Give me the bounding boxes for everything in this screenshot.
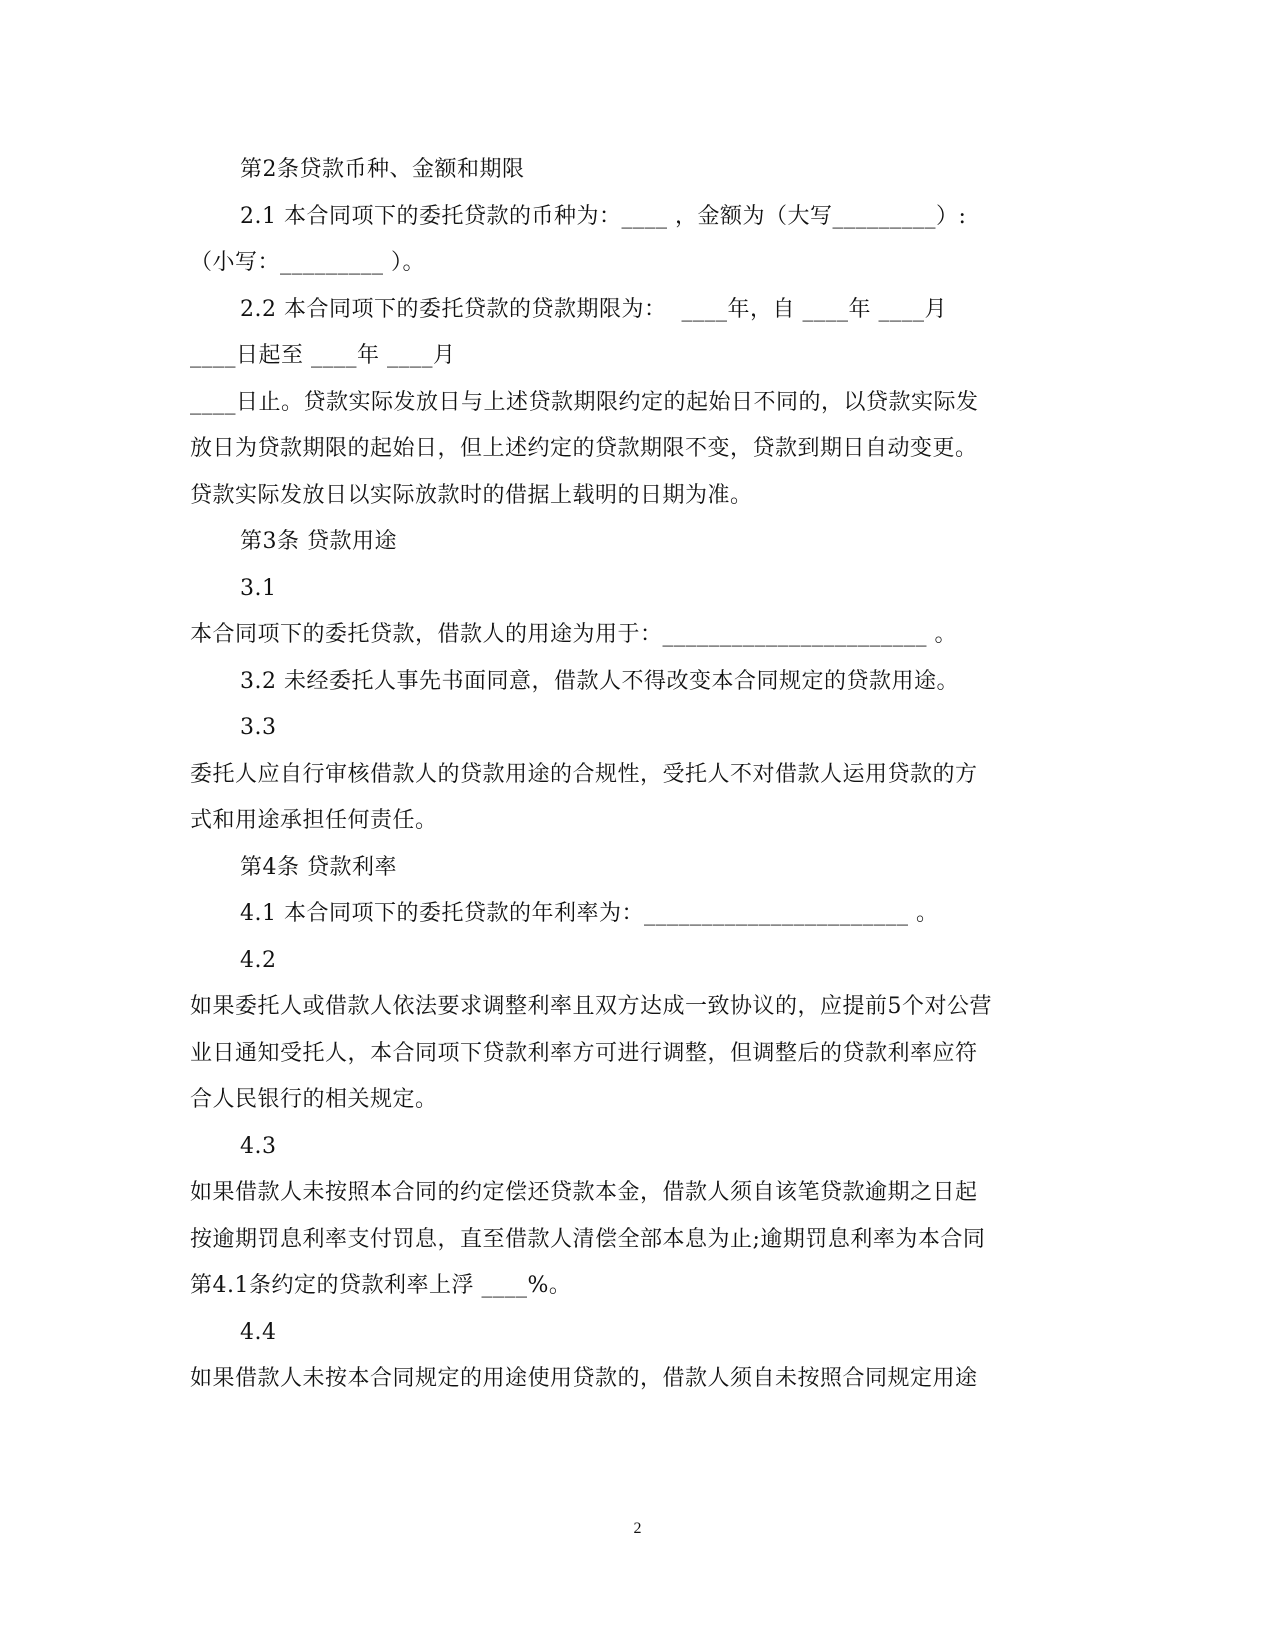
clause-4-4-number: 4.4 — [240, 1320, 277, 1345]
clause-3-3-cont: 式和用途承担任何责任。 — [190, 808, 438, 833]
clause-4-3-cont-2: 第4.1条约定的贷款利率上浮 ____%。 — [190, 1273, 572, 1298]
clause-2-2-cont-3: 放日为贷款期限的起始日，但上述约定的贷款期限不变，贷款到期日自动变更。 — [190, 436, 978, 461]
clause-2-2-cont-1: ____日起至 ____年 ____月 — [190, 343, 456, 368]
clause-3-3: 委托人应自行审核借款人的贷款用途的合规性，受托人不对借款人运用贷款的方 — [190, 762, 978, 787]
clause-4-2-number: 4.2 — [240, 948, 277, 973]
clause-3-2: 3.2 未经委托人事先书面同意，借款人不得改变本合同规定的贷款用途。 — [240, 669, 959, 694]
clause-2-2-cont-4: 贷款实际发放日以实际放款时的借据上载明的日期为准。 — [190, 483, 753, 508]
clause-4-2: 如果委托人或借款人依法要求调整利率且双方达成一致协议的，应提前5个对公营 — [190, 994, 992, 1019]
clause-2-2: 2.2 本合同项下的委托贷款的贷款期限为： ____年，自 ____年 ____月 — [240, 297, 947, 322]
section-3-heading: 第3条 贷款用途 — [240, 529, 397, 554]
clause-4-1: 4.1 本合同项下的委托贷款的年利率为：_______________________ 。 — [240, 901, 939, 926]
clause-2-1: 2.1 本合同项下的委托贷款的币种为：____ ，金额为（大写_________）: — [240, 204, 967, 229]
clause-3-1: 本合同项下的委托贷款，借款人的用途为用于：_______________________ 。 — [190, 622, 957, 647]
clause-4-2-cont-2: 合人民银行的相关规定。 — [190, 1087, 438, 1112]
clause-3-3-number: 3.3 — [240, 715, 277, 740]
page-number: 2 — [633, 1520, 642, 1537]
clause-4-2-cont-1: 业日通知受托人，本合同项下贷款利率方可进行调整，但调整后的贷款利率应符 — [190, 1041, 978, 1066]
section-2-heading: 第2条贷款币种、金额和期限 — [240, 157, 525, 182]
clause-3-1-number: 3.1 — [240, 576, 277, 601]
clause-4-3: 如果借款人未按照本合同的约定偿还贷款本金，借款人须自该笔贷款逾期之日起 — [190, 1180, 978, 1205]
clause-2-1-cont: （小写：_________ ）。 — [190, 250, 425, 275]
clause-2-2-cont-2: ____日止。贷款实际发放日与上述贷款期限约定的起始日不同的，以贷款实际发 — [190, 390, 979, 415]
clause-4-3-number: 4.3 — [240, 1134, 277, 1159]
section-4-heading: 第4条 贷款利率 — [240, 855, 397, 880]
clause-4-4: 如果借款人未按本合同规定的用途使用贷款的，借款人须自未按照合同规定用途 — [190, 1366, 978, 1391]
clause-4-3-cont-1: 按逾期罚息利率支付罚息，直至借款人清偿全部本息为止;逾期罚息利率为本合同 — [190, 1227, 986, 1252]
